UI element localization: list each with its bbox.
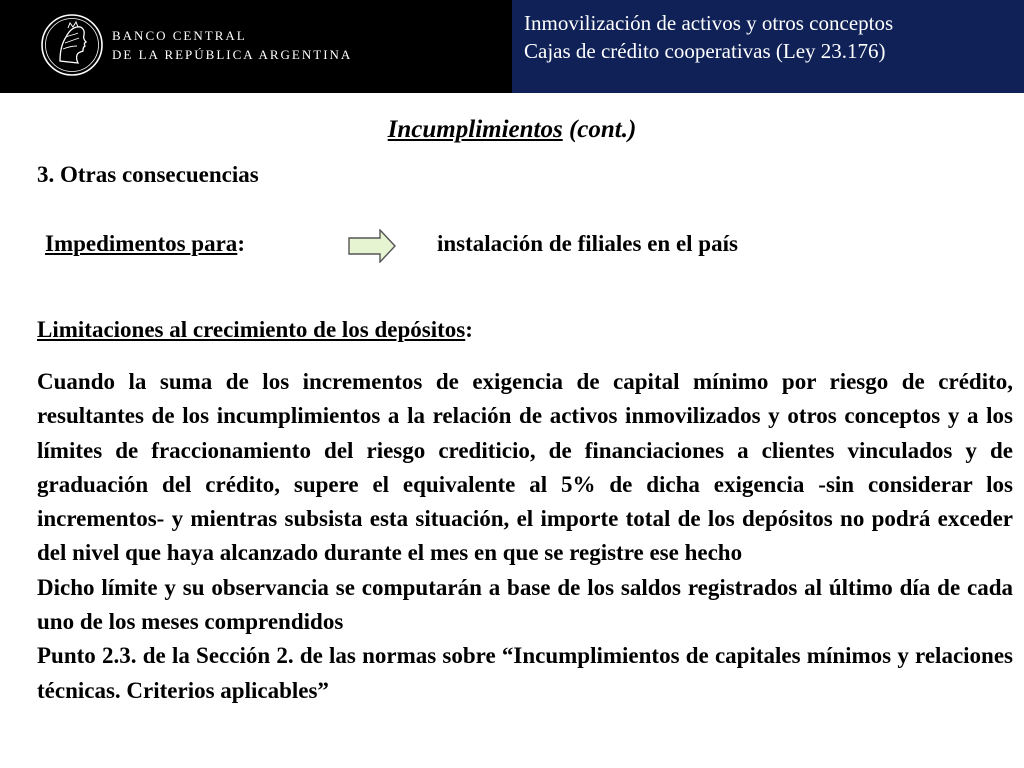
slide-title-suffix: (cont.)	[562, 116, 637, 143]
slide-header	[0, 0, 1024, 93]
liberty-head-seal-icon	[40, 13, 104, 77]
limits-heading-text: Limitaciones al crecimiento de los depósitos	[37, 317, 466, 342]
impediments-label	[45, 231, 245, 257]
section-heading: 3. Otras consecuencias	[37, 162, 259, 187]
header-titles	[524, 9, 893, 65]
bank-name	[112, 26, 352, 64]
impediments-colon: :	[237, 231, 245, 256]
body-text	[37, 365, 1013, 708]
paragraph: Punto 2.3. de la Sección 2. de las normas sobre “Incumplimientos de capitales mínimos y relaciones técnicas. Criterios aplicables”	[37, 643, 1013, 703]
slide-title	[0, 116, 1024, 144]
header-logo-panel	[0, 0, 512, 93]
bank-name-line1: BANCO CENTRAL	[112, 28, 247, 43]
right-arrow-icon	[348, 229, 396, 263]
header-title-panel	[512, 0, 1024, 93]
limits-colon: :	[465, 317, 473, 342]
header-title-line2: Cajas de crédito cooperativas (Ley 23.176)	[524, 39, 886, 63]
header-title-line1: Inmovilización de activos y otros conceptos	[524, 11, 894, 35]
impediments-value: instalación de filiales en el país	[437, 231, 738, 256]
limits-heading	[37, 317, 473, 343]
paragraph: Dicho límite y su observancia se computarán a base de los saldos registrados al último día de cada uno de los meses comprendidos	[37, 574, 1013, 635]
paragraph: Cuando la suma de los incrementos de exigencia de capital mínimo por riesgo de crédito, resultantes de los incumplimientos a la relación de activos inmovilizados y otros conceptos y a los límites de fraccionamiento del riesgo crediticio, de financiaciones a clientes vinculados y de graduación del crédito, supere el equivalente al 5% de dicha exigencia -sin considerar los incrementos- y mientras subsista esta situación, el importe total de los depósitos no podrá exceder del nivel que haya alcanzado durante el mes en que se registre ese hecho	[37, 369, 1013, 566]
impediments-label-text: Impedimentos para	[45, 231, 238, 256]
slide-title-main: Incumplimientos	[387, 116, 563, 143]
bank-name-line2: DE LA REPÚBLICA ARGENTINA	[112, 47, 353, 62]
